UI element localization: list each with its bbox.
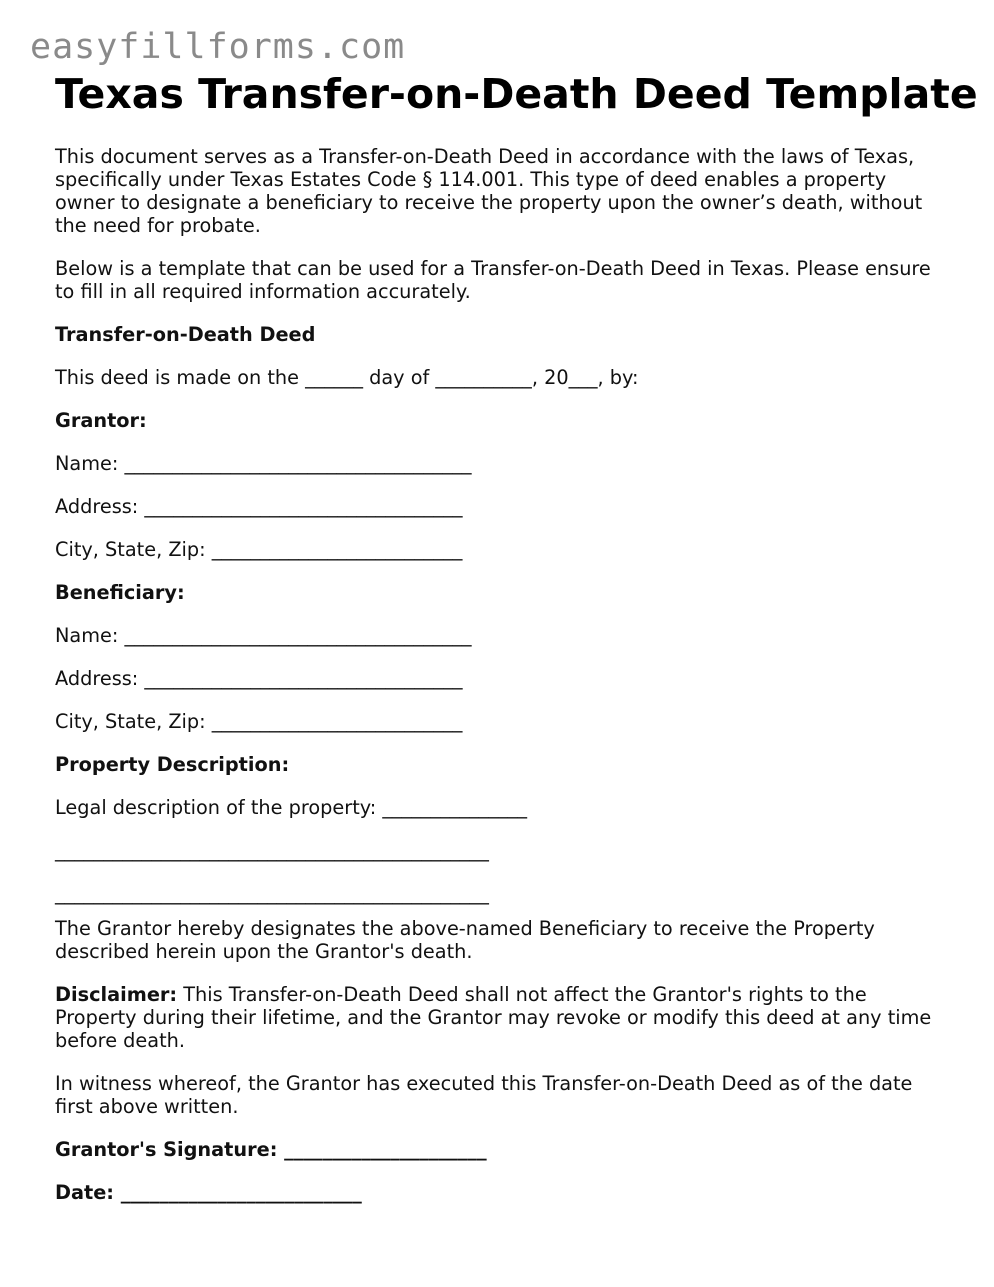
beneficiary-heading: Beneficiary: — [55, 581, 185, 604]
signature-line — [55, 1138, 945, 1161]
document — [55, 70, 978, 1224]
beneficiary-city-field: City, State, Zip: __________________________ — [55, 710, 463, 733]
made-on-line: This deed is made on the ______ day of __________, 20___, by: — [55, 366, 639, 389]
grantor-city-field: City, State, Zip: __________________________ — [55, 538, 463, 561]
signature-label: Grantor's Signature: — [55, 1138, 278, 1161]
deed-heading: Transfer-on-Death Deed — [55, 323, 316, 346]
date-line — [55, 1181, 945, 1204]
grantor-heading: Grantor: — [55, 409, 147, 432]
disclaimer-text: This Transfer-on-Death Deed shall not affect the Grantor's rights to the Property during their lifetime, and the Grantor may revoke or modify this deed at any time before death. — [55, 983, 932, 1052]
property-legal-field: Legal description of the property: _______________ — [55, 796, 527, 819]
grantor-name-field: Name: ____________________________________ — [55, 452, 472, 475]
intro-paragraph-2: Below is a template that can be used for a Transfer-on-Death Deed in Texas. Please ensure to fill in all required information accurately. — [55, 257, 931, 303]
property-heading: Property Description: — [55, 753, 290, 776]
grantor-address-field: Address: _________________________________ — [55, 495, 463, 518]
date-blank: _________________________ — [114, 1181, 362, 1204]
intro-paragraph-1: This document serves as a Transfer-on-Death Deed in accordance with the laws of Texas, specifically under Texas Estates Code § 114.001. This type of deed enables a property owner to designate a beneficiary to receive the property upon the owner’s death, without the need for probate. — [55, 145, 923, 237]
watermark: easyfillforms.com — [30, 27, 406, 67]
signature-blank: _____________________ — [277, 1138, 487, 1161]
disclaimer-label: Disclaimer: — [55, 983, 178, 1006]
beneficiary-name-field: Name: ____________________________________ — [55, 624, 472, 647]
property-blank-line-2: _____________________________________________ — [55, 882, 489, 905]
witness-paragraph: In witness whereof, the Grantor has executed this Transfer-on-Death Deed as of the date first above written. — [55, 1072, 913, 1118]
property-blank-line-1: _____________________________________________ — [55, 839, 489, 862]
designation-paragraph: The Grantor hereby designates the above-named Beneficiary to receive the Property described herein upon the Grantor's death. — [55, 917, 875, 963]
document-title: Texas Transfer-on-Death Deed Template — [55, 70, 978, 118]
disclaimer-paragraph — [55, 983, 945, 1052]
date-label: Date: — [55, 1181, 115, 1204]
beneficiary-address-field: Address: _________________________________ — [55, 667, 463, 690]
